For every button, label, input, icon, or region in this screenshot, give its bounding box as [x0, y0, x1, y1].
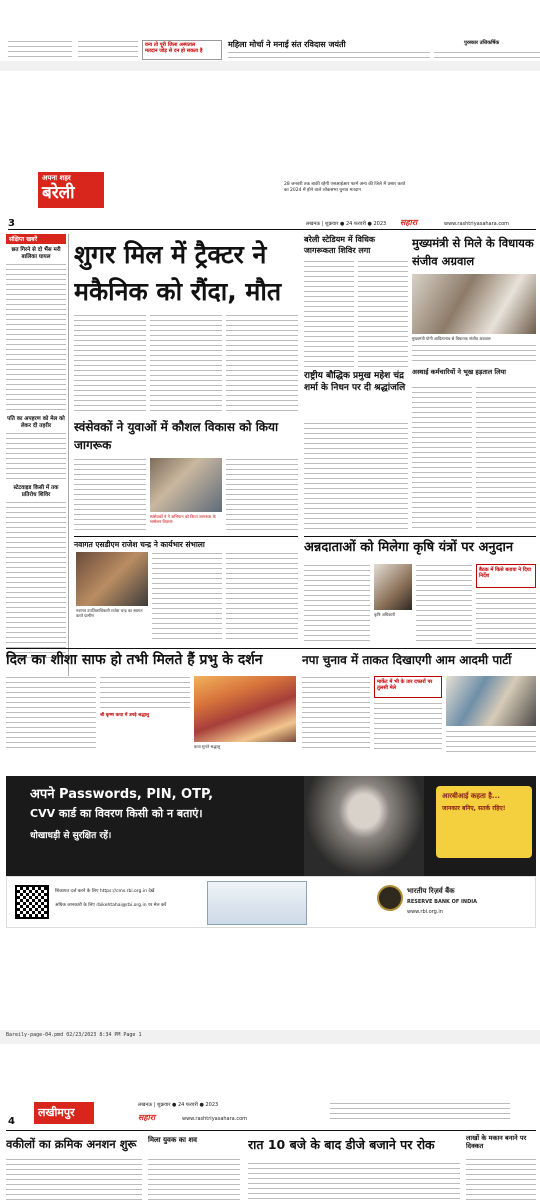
qr-code[interactable] [15, 885, 49, 919]
celebrity-portrait [304, 776, 424, 876]
rss-headline: राष्ट्रीय बौद्धिक प्रमुख महेश चंद्र शर्मा के निधन पर दी श्रद्धांजलि [304, 371, 406, 393]
page-number: 3 [8, 218, 15, 229]
agri-inset-photo [374, 564, 412, 610]
newspaper-page-3 [0, 172, 540, 752]
agri-headline: अन्नदाताओं को मिलेगा कृषि यंत्रों पर अनुदान [304, 540, 514, 555]
p4-website: www.rashtriyasahara.com [182, 1116, 248, 1122]
p4-headline-big: रात 10 बजे के बाद डीजे बजाने पर रोक [248, 1137, 435, 1152]
bulletin-line: 28 जनवरी तक बाकी रहेगी एसआईआर फार्म अन्य की जिले में प्रसार करते [284, 182, 406, 187]
nawab-headline: नवागत एसडीएम राजेश चन्द्र ने कार्यभार संभाला [74, 540, 205, 549]
bank-name-en: RESERVE BANK OF INDIA [407, 899, 477, 905]
mid-right-headline: नपा चुनाव में ताकत दिखाएगी आम आदमी पार्टी [302, 653, 512, 667]
agri-inset-caption: कृषि अधिकारी [374, 612, 396, 617]
advert-line-2: CVV कार्ड का विवरण किसी को न बताएं। [30, 807, 203, 820]
advert-bottom-bar [6, 876, 536, 928]
city-name: बरेली [42, 183, 75, 203]
prev-right-headline: पुरस्कार उत्तिकर्षिक [464, 40, 500, 46]
advert-line-3: धोखाधड़ी से सुरक्षित रहें। [30, 831, 112, 841]
brief-title-3: स्टेटवाइड किसी में तक प्रतिरोध शिविर [13, 485, 59, 498]
date-line: लखनऊ | शुक्रवार ● 24 फरवरी ● 2023 [306, 221, 387, 227]
p4-city-name: लखीमपुर [38, 1106, 75, 1119]
brief-title-1: छत गिरने से दो भैंस मरी बालिका घायल [11, 247, 61, 260]
advert-line-1: अपने Passwords, PIN, OTP, [30, 787, 214, 802]
newspaper-page-4 [0, 1046, 540, 1200]
devotees-caption: कथा सुनते श्रद्धालु [194, 744, 221, 749]
rbi-advert [6, 776, 536, 876]
section-label: संक्षिप्त खबरें [6, 234, 66, 244]
left-column [6, 234, 66, 752]
prev-box-headline [142, 40, 222, 60]
mid-left-headline: दिल का शीशा साफ हो तभी मिलते हैं प्रभु के दर्शन [6, 652, 263, 668]
sub-story-photo [150, 458, 222, 512]
mid-right-box: मार्केट में भी के तार दफ्तरों पर तुलसी मेले [374, 676, 442, 698]
nawab-photo [76, 552, 148, 606]
bulletin-sub: का 2024 में होने वाले लोकसभा चुनाव मतदान [284, 188, 361, 193]
advert-badge [436, 786, 532, 858]
p4-page-number: 4 [8, 1116, 15, 1127]
cm-caption: मुख्यमंत्री योगी आदित्यनाथ से विधायक संजीव अग्रवाल [412, 336, 491, 341]
agri-box: बैठक में किसे बताया ने दिया निर्देश [476, 564, 536, 588]
bulletin-text [284, 182, 474, 194]
lead-headline: शुगर मिल में ट्रैक्टर ने मकैनिक को रौंदा, मौत [74, 240, 282, 306]
prev-page-strip [0, 0, 540, 60]
p4-headline-mid: मिला युवक का शव [148, 1136, 198, 1144]
website-text: www.rashtriyasahara.com [444, 221, 510, 227]
brief-title-2: पति का अपहरण को मेल को लेकर दी तहरीर [7, 416, 65, 429]
email-line: अधिक जानकारी के लिए rbikehtahai@rbi.org.in पर मेल करें [55, 903, 167, 908]
p4-date-line: लखनऊ | शुक्रवार ● 24 फरवरी ● 2023 [138, 1102, 219, 1108]
p4-headline-right: लाखों के मकान बनाने पर दिक्कत [466, 1134, 527, 1150]
p4-city-banner [34, 1102, 94, 1124]
aap-photo [446, 676, 536, 726]
bank-name: भारतीय रिज़र्व बैंक [407, 887, 455, 895]
prev-box-line2: मतदान जोड़ से दन हो सकता है [145, 48, 203, 54]
rbi-logo-icon [377, 885, 403, 911]
mid-left-caption: श्री कृष्ण कथा में उमड़े श्रद्धालु [100, 713, 150, 718]
p4-brand: सहारा [138, 1113, 156, 1122]
cm-photo [412, 274, 536, 334]
phone-mockup [207, 881, 307, 925]
stadium-headline: बरेली स्टेडियम में विधिक जागरूकता शिविर लगा [304, 235, 376, 255]
brand-logo: सहारा [400, 218, 418, 227]
prev-box-line1: वन्य तो पूरी जिला अस्पताल [145, 42, 196, 48]
cm-headline: मुख्यमंत्री से मिले के विधायक संजीव अग्रवाल [412, 236, 534, 268]
hospital-headline: अस्थाई कर्मचारियों ने भूख हड़ताल लिया [412, 368, 506, 376]
p4-headline-left: वकीलों का क्रमिक अनशन शुरू [6, 1137, 137, 1151]
bank-url: www.rbi.org.in [407, 909, 443, 915]
prev-center-headline: महिला मोर्चा ने मनाई संत रविदास जयंती [228, 40, 346, 49]
nawab-caption: नवागत उपजिलाधिकारी राजेश चन्द्र का स्वागत करते ग्रामीण [76, 608, 143, 618]
badge-text: आरबीआई कहता है... [442, 792, 500, 800]
badge-sub: जानकार बनिए, सतर्क रहिए! [442, 805, 506, 812]
inline-caption: स्वंसेवकों ने ने अभियान को किया जागरूक के सम्मेलन विवरण [150, 514, 216, 524]
sub-headline: स्वंसेवकों ने युवाओं में कौशल विकास को किया जागरूक [74, 420, 279, 452]
city-banner [38, 172, 104, 208]
devotees-photo [194, 676, 296, 742]
complaint-line: शिकायत दर्ज करने के लिए https://cms.rbi.org.in देखें [55, 889, 155, 894]
city-banner-label: अपना शहर [42, 174, 71, 182]
print-footer: Bareily-page-04.pmd 02/23/2023 8:34 PM Page 1 [6, 1032, 142, 1038]
